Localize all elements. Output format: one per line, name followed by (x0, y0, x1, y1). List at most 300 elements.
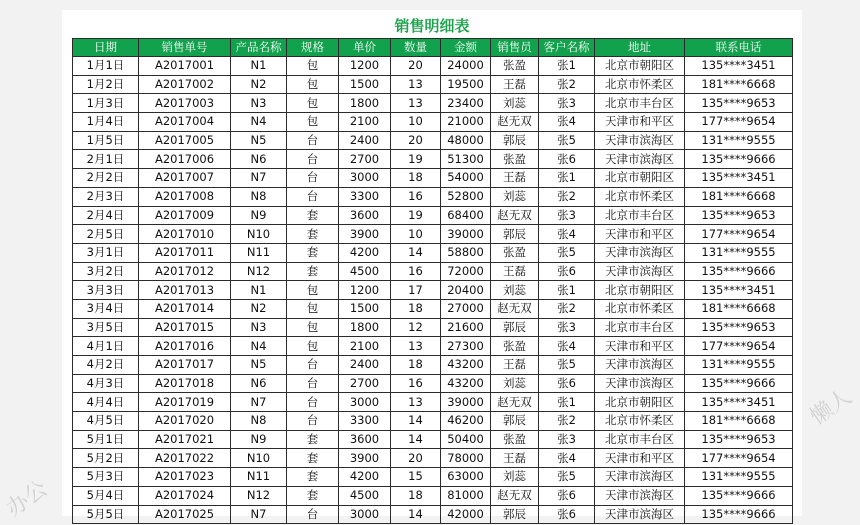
table-cell[interactable]: N11 (231, 243, 287, 262)
table-cell[interactable]: 18 (391, 169, 441, 188)
table-row (73, 449, 793, 468)
table-cell[interactable]: A2017009 (139, 206, 231, 225)
table-cell[interactable]: A2017017 (139, 356, 231, 375)
table-cell[interactable]: 16 (391, 262, 441, 281)
table-cell[interactable]: 13 (391, 75, 441, 94)
table-cell[interactable]: 郭辰 (491, 412, 539, 431)
column-header[interactable]: 产品名称 (231, 39, 287, 57)
table-cell[interactable]: 1月3日 (73, 94, 139, 113)
table-row (73, 187, 793, 206)
table-cell[interactable]: A2017007 (139, 169, 231, 188)
table-cell[interactable]: 1月2日 (73, 75, 139, 94)
table-cell[interactable]: 北京市朝阳区 (595, 57, 685, 76)
table-cell[interactable]: A2017015 (139, 318, 231, 337)
column-header[interactable]: 联系电话 (685, 39, 793, 57)
table-cell[interactable]: 5月4日 (73, 486, 139, 505)
table-cell[interactable]: 2月5日 (73, 225, 139, 244)
table-cell[interactable]: N8 (231, 412, 287, 431)
table-cell[interactable]: 1800 (339, 318, 391, 337)
table-cell[interactable]: A2017005 (139, 131, 231, 150)
table-cell[interactable]: 王磊 (491, 169, 539, 188)
table-row (73, 150, 793, 169)
table-cell[interactable]: 张1 (539, 169, 595, 188)
table-cell[interactable]: 张3 (539, 206, 595, 225)
table-cell[interactable]: 14 (391, 243, 441, 262)
table-cell[interactable]: 张盈 (491, 337, 539, 356)
table-cell[interactable]: N9 (231, 206, 287, 225)
table-row (73, 113, 793, 132)
table-row (73, 57, 793, 76)
table-cell[interactable]: 张3 (539, 318, 595, 337)
table-cell[interactable]: 181****6668 (685, 299, 793, 318)
table-cell[interactable]: 52800 (441, 187, 491, 206)
table-cell[interactable]: 10 (391, 113, 441, 132)
table-cell[interactable]: 天津市和平区 (595, 337, 685, 356)
sales-sheet (62, 10, 802, 521)
table-cell[interactable]: 177****9654 (685, 225, 793, 244)
table-cell[interactable]: 1500 (339, 75, 391, 94)
table-cell[interactable]: 43200 (441, 374, 491, 393)
table-cell[interactable]: 刘蕊 (491, 281, 539, 300)
table-cell[interactable]: 135****3451 (685, 57, 793, 76)
table-cell[interactable]: 4500 (339, 486, 391, 505)
table-cell[interactable]: 套 (287, 262, 339, 281)
table-cell[interactable]: 2700 (339, 374, 391, 393)
table-cell[interactable]: A2017008 (139, 187, 231, 206)
table-cell[interactable]: 北京市怀柔区 (595, 299, 685, 318)
table-cell[interactable]: 135****9666 (685, 262, 793, 281)
table-cell[interactable]: 2100 (339, 337, 391, 356)
table-cell[interactable]: 5月5日 (73, 505, 139, 524)
table-cell[interactable]: 北京市怀柔区 (595, 75, 685, 94)
table-cell[interactable]: 包 (287, 281, 339, 300)
table-cell[interactable]: A2017023 (139, 468, 231, 487)
table-cell[interactable]: 13 (391, 337, 441, 356)
table-cell[interactable]: 63000 (441, 468, 491, 487)
table-cell[interactable]: 131****9555 (685, 131, 793, 150)
table-cell[interactable]: 刘蕊 (491, 374, 539, 393)
table-cell[interactable]: 套 (287, 468, 339, 487)
table-cell[interactable]: 68400 (441, 206, 491, 225)
table-cell[interactable]: N7 (231, 393, 287, 412)
table-cell[interactable]: A2017019 (139, 393, 231, 412)
table-cell[interactable]: 12 (391, 318, 441, 337)
table-cell[interactable]: A2017020 (139, 412, 231, 431)
table-cell[interactable]: 20400 (441, 281, 491, 300)
table-cell[interactable]: A2017006 (139, 150, 231, 169)
column-header[interactable]: 地址 (595, 39, 685, 57)
table-cell[interactable]: A2017012 (139, 262, 231, 281)
table-cell[interactable]: 北京市朝阳区 (595, 393, 685, 412)
table-cell[interactable]: 14 (391, 505, 441, 524)
column-header[interactable]: 销售员 (491, 39, 539, 57)
table-row (73, 299, 793, 318)
table-cell[interactable]: A2017024 (139, 486, 231, 505)
table-cell[interactable]: 北京市怀柔区 (595, 187, 685, 206)
table-cell[interactable]: 27000 (441, 299, 491, 318)
table-cell[interactable]: 张2 (539, 187, 595, 206)
table-cell[interactable]: 19500 (441, 75, 491, 94)
table-cell[interactable]: 5月3日 (73, 468, 139, 487)
table-cell[interactable]: 台 (287, 393, 339, 412)
table-cell[interactable]: 5月1日 (73, 430, 139, 449)
table-cell[interactable]: 13 (391, 393, 441, 412)
table-cell[interactable]: 张2 (539, 412, 595, 431)
table-cell[interactable]: N5 (231, 356, 287, 375)
table-cell[interactable]: 套 (287, 486, 339, 505)
table-cell[interactable]: N11 (231, 468, 287, 487)
table-cell[interactable]: N1 (231, 57, 287, 76)
table-cell[interactable]: 14 (391, 412, 441, 431)
table-cell[interactable]: 套 (287, 430, 339, 449)
table-cell[interactable]: 2700 (339, 150, 391, 169)
table-cell[interactable]: 包 (287, 75, 339, 94)
table-cell[interactable]: 张1 (539, 57, 595, 76)
table-cell[interactable]: A2017022 (139, 449, 231, 468)
table-cell[interactable]: 王磊 (491, 75, 539, 94)
table-cell[interactable]: 包 (287, 94, 339, 113)
table-cell[interactable]: A2017004 (139, 113, 231, 132)
table-cell[interactable]: 42000 (441, 505, 491, 524)
column-header[interactable]: 日期 (73, 39, 139, 57)
table-cell[interactable]: 张6 (539, 486, 595, 505)
table-cell[interactable]: 张5 (539, 243, 595, 262)
table-cell[interactable]: A2017001 (139, 57, 231, 76)
table-cell[interactable]: 3000 (339, 169, 391, 188)
table-cell[interactable]: 3月3日 (73, 281, 139, 300)
table-cell[interactable]: 78000 (441, 449, 491, 468)
table-cell[interactable]: 135****9666 (685, 150, 793, 169)
table-row (73, 374, 793, 393)
table-cell[interactable]: 3600 (339, 430, 391, 449)
table-cell[interactable]: A2017010 (139, 225, 231, 244)
table-cell[interactable]: 台 (287, 412, 339, 431)
table-cell[interactable]: 天津市滨海区 (595, 505, 685, 524)
table-cell[interactable]: 台 (287, 505, 339, 524)
table-cell[interactable]: 4200 (339, 243, 391, 262)
table-cell[interactable]: 17 (391, 281, 441, 300)
table-cell[interactable]: 王磊 (491, 449, 539, 468)
table-cell[interactable]: 4200 (339, 468, 391, 487)
table-cell[interactable]: 3300 (339, 412, 391, 431)
table-cell[interactable]: 台 (287, 131, 339, 150)
table-cell[interactable]: 天津市滨海区 (595, 374, 685, 393)
table-cell[interactable]: 135****3451 (685, 169, 793, 188)
table-cell[interactable]: 2400 (339, 356, 391, 375)
table-cell[interactable]: 王磊 (491, 262, 539, 281)
column-header[interactable]: 销售单号 (139, 39, 231, 57)
table-cell[interactable]: 23400 (441, 94, 491, 113)
table-cell[interactable]: N3 (231, 94, 287, 113)
table-cell[interactable]: N4 (231, 337, 287, 356)
table-cell[interactable]: 16 (391, 374, 441, 393)
table-cell[interactable]: 135****9653 (685, 430, 793, 449)
table-cell[interactable]: 张盈 (491, 57, 539, 76)
table-cell[interactable]: N4 (231, 113, 287, 132)
table-cell[interactable]: 3900 (339, 225, 391, 244)
table-cell[interactable]: 131****9555 (685, 468, 793, 487)
table-cell[interactable]: 4月1日 (73, 337, 139, 356)
table-cell[interactable]: 张5 (539, 468, 595, 487)
table-cell[interactable]: 181****6668 (685, 187, 793, 206)
table-cell[interactable]: A2017011 (139, 243, 231, 262)
table-cell[interactable]: 19 (391, 206, 441, 225)
table-cell[interactable]: N7 (231, 505, 287, 524)
table-cell[interactable]: N10 (231, 449, 287, 468)
table-cell[interactable]: N12 (231, 486, 287, 505)
table-cell[interactable]: 39000 (441, 393, 491, 412)
table-cell[interactable]: 北京市丰台区 (595, 318, 685, 337)
table-cell[interactable]: 135****9653 (685, 94, 793, 113)
table-cell[interactable]: 18 (391, 299, 441, 318)
table-cell[interactable]: 张4 (539, 113, 595, 132)
table-cell[interactable]: 2月4日 (73, 206, 139, 225)
column-header[interactable]: 客户名称 (539, 39, 595, 57)
table-cell[interactable]: 天津市滨海区 (595, 486, 685, 505)
table-cell[interactable]: 套 (287, 449, 339, 468)
table-cell[interactable]: 郭辰 (491, 505, 539, 524)
table-cell[interactable]: 135****3451 (685, 281, 793, 300)
table-cell[interactable]: 张5 (539, 131, 595, 150)
table-cell[interactable]: 张6 (539, 374, 595, 393)
table-cell[interactable]: 3月1日 (73, 243, 139, 262)
table-cell[interactable]: 18 (391, 486, 441, 505)
table-cell[interactable]: 51300 (441, 150, 491, 169)
table-cell[interactable]: 81000 (441, 486, 491, 505)
table-cell[interactable]: 2月3日 (73, 187, 139, 206)
table-cell[interactable]: 4500 (339, 262, 391, 281)
table-cell[interactable]: 张盈 (491, 150, 539, 169)
table-cell[interactable]: 181****6668 (685, 75, 793, 94)
table-cell[interactable]: 套 (287, 243, 339, 262)
table-cell[interactable]: 13 (391, 94, 441, 113)
column-header[interactable]: 单价 (339, 39, 391, 57)
table-cell[interactable]: 2400 (339, 131, 391, 150)
table-cell[interactable]: 张3 (539, 94, 595, 113)
table-cell[interactable]: 21000 (441, 113, 491, 132)
table-cell[interactable]: 18 (391, 356, 441, 375)
table-cell[interactable]: 张盈 (491, 243, 539, 262)
table-cell[interactable]: A2017013 (139, 281, 231, 300)
table-cell[interactable]: 3600 (339, 206, 391, 225)
table-cell[interactable]: 1500 (339, 299, 391, 318)
table-cell[interactable]: 张4 (539, 225, 595, 244)
table-cell[interactable]: 刘蕊 (491, 187, 539, 206)
table-cell[interactable]: 4月2日 (73, 356, 139, 375)
table-cell[interactable]: 张5 (539, 356, 595, 375)
table-cell[interactable]: 1800 (339, 94, 391, 113)
table-cell[interactable]: 张6 (539, 505, 595, 524)
table-cell[interactable]: N5 (231, 131, 287, 150)
table-cell[interactable]: 181****6668 (685, 412, 793, 431)
table-cell[interactable]: 天津市滨海区 (595, 262, 685, 281)
table-cell[interactable]: 张4 (539, 449, 595, 468)
table-cell[interactable]: 39000 (441, 225, 491, 244)
table-cell[interactable]: 赵无双 (491, 299, 539, 318)
table-cell[interactable]: 3月2日 (73, 262, 139, 281)
table-cell[interactable]: 135****9653 (685, 206, 793, 225)
table-cell[interactable]: 1月4日 (73, 113, 139, 132)
table-cell[interactable]: 21600 (441, 318, 491, 337)
table-cell[interactable]: N8 (231, 187, 287, 206)
table-cell[interactable]: 赵无双 (491, 486, 539, 505)
table-cell[interactable]: 包 (287, 337, 339, 356)
table-cell[interactable]: 天津市滨海区 (595, 356, 685, 375)
table-row (73, 262, 793, 281)
table-cell[interactable]: 50400 (441, 430, 491, 449)
table-cell[interactable]: 天津市和平区 (595, 113, 685, 132)
table-cell[interactable]: 2100 (339, 113, 391, 132)
table-cell[interactable]: N6 (231, 374, 287, 393)
table-cell[interactable]: 赵无双 (491, 113, 539, 132)
table-cell[interactable]: 天津市滨海区 (595, 150, 685, 169)
table-cell[interactable]: 2月1日 (73, 150, 139, 169)
table-cell[interactable]: 张2 (539, 299, 595, 318)
table-cell[interactable]: 20 (391, 57, 441, 76)
table-cell[interactable]: 张盈 (491, 430, 539, 449)
table-cell[interactable]: A2017003 (139, 94, 231, 113)
table-cell[interactable]: A2017002 (139, 75, 231, 94)
table-cell[interactable]: 177****9654 (685, 113, 793, 132)
table-cell[interactable]: 北京市丰台区 (595, 94, 685, 113)
table-cell[interactable]: 48000 (441, 131, 491, 150)
table-cell[interactable]: A2017025 (139, 505, 231, 524)
table-cell[interactable]: 郭辰 (491, 225, 539, 244)
table-cell[interactable]: 张3 (539, 430, 595, 449)
table-cell[interactable]: 135****9653 (685, 318, 793, 337)
table-cell[interactable]: 4月4日 (73, 393, 139, 412)
table-cell[interactable]: 套 (287, 225, 339, 244)
table-cell[interactable]: 1200 (339, 57, 391, 76)
table-cell[interactable]: 177****9654 (685, 337, 793, 356)
table-cell[interactable]: N7 (231, 169, 287, 188)
table-cell[interactable]: 1200 (339, 281, 391, 300)
watermark-text: 办公 (1, 476, 53, 523)
table-cell[interactable]: 刘蕊 (491, 94, 539, 113)
table-cell[interactable]: 14 (391, 430, 441, 449)
table-cell[interactable]: N6 (231, 150, 287, 169)
table-cell[interactable]: 46200 (441, 412, 491, 431)
table-cell[interactable]: 张6 (539, 262, 595, 281)
table-cell[interactable]: 43200 (441, 356, 491, 375)
table-cell[interactable]: 包 (287, 318, 339, 337)
table-cell[interactable]: 台 (287, 187, 339, 206)
table-cell[interactable]: 包 (287, 113, 339, 132)
column-header[interactable]: 金额 (441, 39, 491, 57)
table-cell[interactable]: 54000 (441, 169, 491, 188)
table-cell[interactable]: 24000 (441, 57, 491, 76)
table-cell[interactable]: N2 (231, 299, 287, 318)
table-cell[interactable]: 赵无双 (491, 393, 539, 412)
table-cell[interactable]: 张1 (539, 393, 595, 412)
table-cell[interactable]: A2017018 (139, 374, 231, 393)
table-cell[interactable]: 台 (287, 169, 339, 188)
table-cell[interactable]: 北京市朝阳区 (595, 169, 685, 188)
table-cell[interactable]: 131****9555 (685, 243, 793, 262)
table-cell[interactable]: 郭辰 (491, 131, 539, 150)
table-cell[interactable]: 北京市丰台区 (595, 206, 685, 225)
table-cell[interactable]: A2017016 (139, 337, 231, 356)
table-cell[interactable]: 4月5日 (73, 412, 139, 431)
table-cell[interactable]: 135****3451 (685, 393, 793, 412)
table-cell[interactable]: 3月5日 (73, 318, 139, 337)
table-cell[interactable]: 2月2日 (73, 169, 139, 188)
table-cell[interactable]: 3000 (339, 505, 391, 524)
table-cell[interactable]: 台 (287, 150, 339, 169)
table-cell[interactable]: 58800 (441, 243, 491, 262)
table-cell[interactable]: 张6 (539, 150, 595, 169)
table-cell[interactable]: 19 (391, 150, 441, 169)
table-cell[interactable]: 3000 (339, 393, 391, 412)
table-cell[interactable]: 天津市滨海区 (595, 243, 685, 262)
table-cell[interactable]: 刘蕊 (491, 468, 539, 487)
table-cell[interactable]: 王磊 (491, 356, 539, 375)
table-cell[interactable]: N1 (231, 281, 287, 300)
column-header[interactable]: 数量 (391, 39, 441, 57)
table-cell[interactable]: N12 (231, 262, 287, 281)
table-cell[interactable]: 3300 (339, 187, 391, 206)
table-cell[interactable]: 72000 (441, 262, 491, 281)
table-cell[interactable]: 台 (287, 356, 339, 375)
table-row (73, 169, 793, 188)
table-cell[interactable]: 15 (391, 468, 441, 487)
table-cell[interactable]: 天津市和平区 (595, 225, 685, 244)
table-cell[interactable]: A2017021 (139, 430, 231, 449)
table-cell[interactable]: 张2 (539, 75, 595, 94)
table-row (73, 337, 793, 356)
table-cell[interactable]: 27300 (441, 337, 491, 356)
column-header[interactable]: 规格 (287, 39, 339, 57)
table-cell[interactable]: N9 (231, 430, 287, 449)
table-cell[interactable]: 20 (391, 131, 441, 150)
table-cell[interactable]: 3月4日 (73, 299, 139, 318)
table-cell[interactable]: N10 (231, 225, 287, 244)
table-cell[interactable]: A2017014 (139, 299, 231, 318)
table-row (73, 356, 793, 375)
table-cell[interactable]: 16 (391, 187, 441, 206)
table-cell[interactable]: 135****9666 (685, 486, 793, 505)
table-cell[interactable]: 郭辰 (491, 318, 539, 337)
table-cell[interactable]: 台 (287, 374, 339, 393)
table-cell[interactable]: 5月2日 (73, 449, 139, 468)
table-cell[interactable]: 1月5日 (73, 131, 139, 150)
table-cell[interactable]: 177****9654 (685, 449, 793, 468)
table-cell[interactable]: 天津市滨海区 (595, 131, 685, 150)
table-cell[interactable]: 131****9555 (685, 356, 793, 375)
table-cell[interactable]: 天津市和平区 (595, 449, 685, 468)
table-cell[interactable]: 北京市怀柔区 (595, 412, 685, 431)
table-cell[interactable]: 北京市朝阳区 (595, 281, 685, 300)
table-cell[interactable]: 3900 (339, 449, 391, 468)
table-cell[interactable]: 10 (391, 225, 441, 244)
table-cell[interactable]: N2 (231, 75, 287, 94)
table-row (73, 505, 793, 524)
table-cell[interactable]: 20 (391, 449, 441, 468)
table-cell[interactable]: 天津市滨海区 (595, 468, 685, 487)
table-cell[interactable]: 4月3日 (73, 374, 139, 393)
table-cell[interactable]: 1月1日 (73, 57, 139, 76)
table-cell[interactable]: 张1 (539, 281, 595, 300)
table-cell[interactable]: 北京市丰台区 (595, 430, 685, 449)
table-cell[interactable]: 赵无双 (491, 206, 539, 225)
table-cell[interactable]: N3 (231, 318, 287, 337)
table-cell[interactable]: 包 (287, 299, 339, 318)
table-cell[interactable]: 135****9666 (685, 505, 793, 524)
table-cell[interactable]: 套 (287, 206, 339, 225)
table-cell[interactable]: 135****9666 (685, 374, 793, 393)
table-cell[interactable]: 包 (287, 57, 339, 76)
table-cell[interactable]: 张4 (539, 337, 595, 356)
